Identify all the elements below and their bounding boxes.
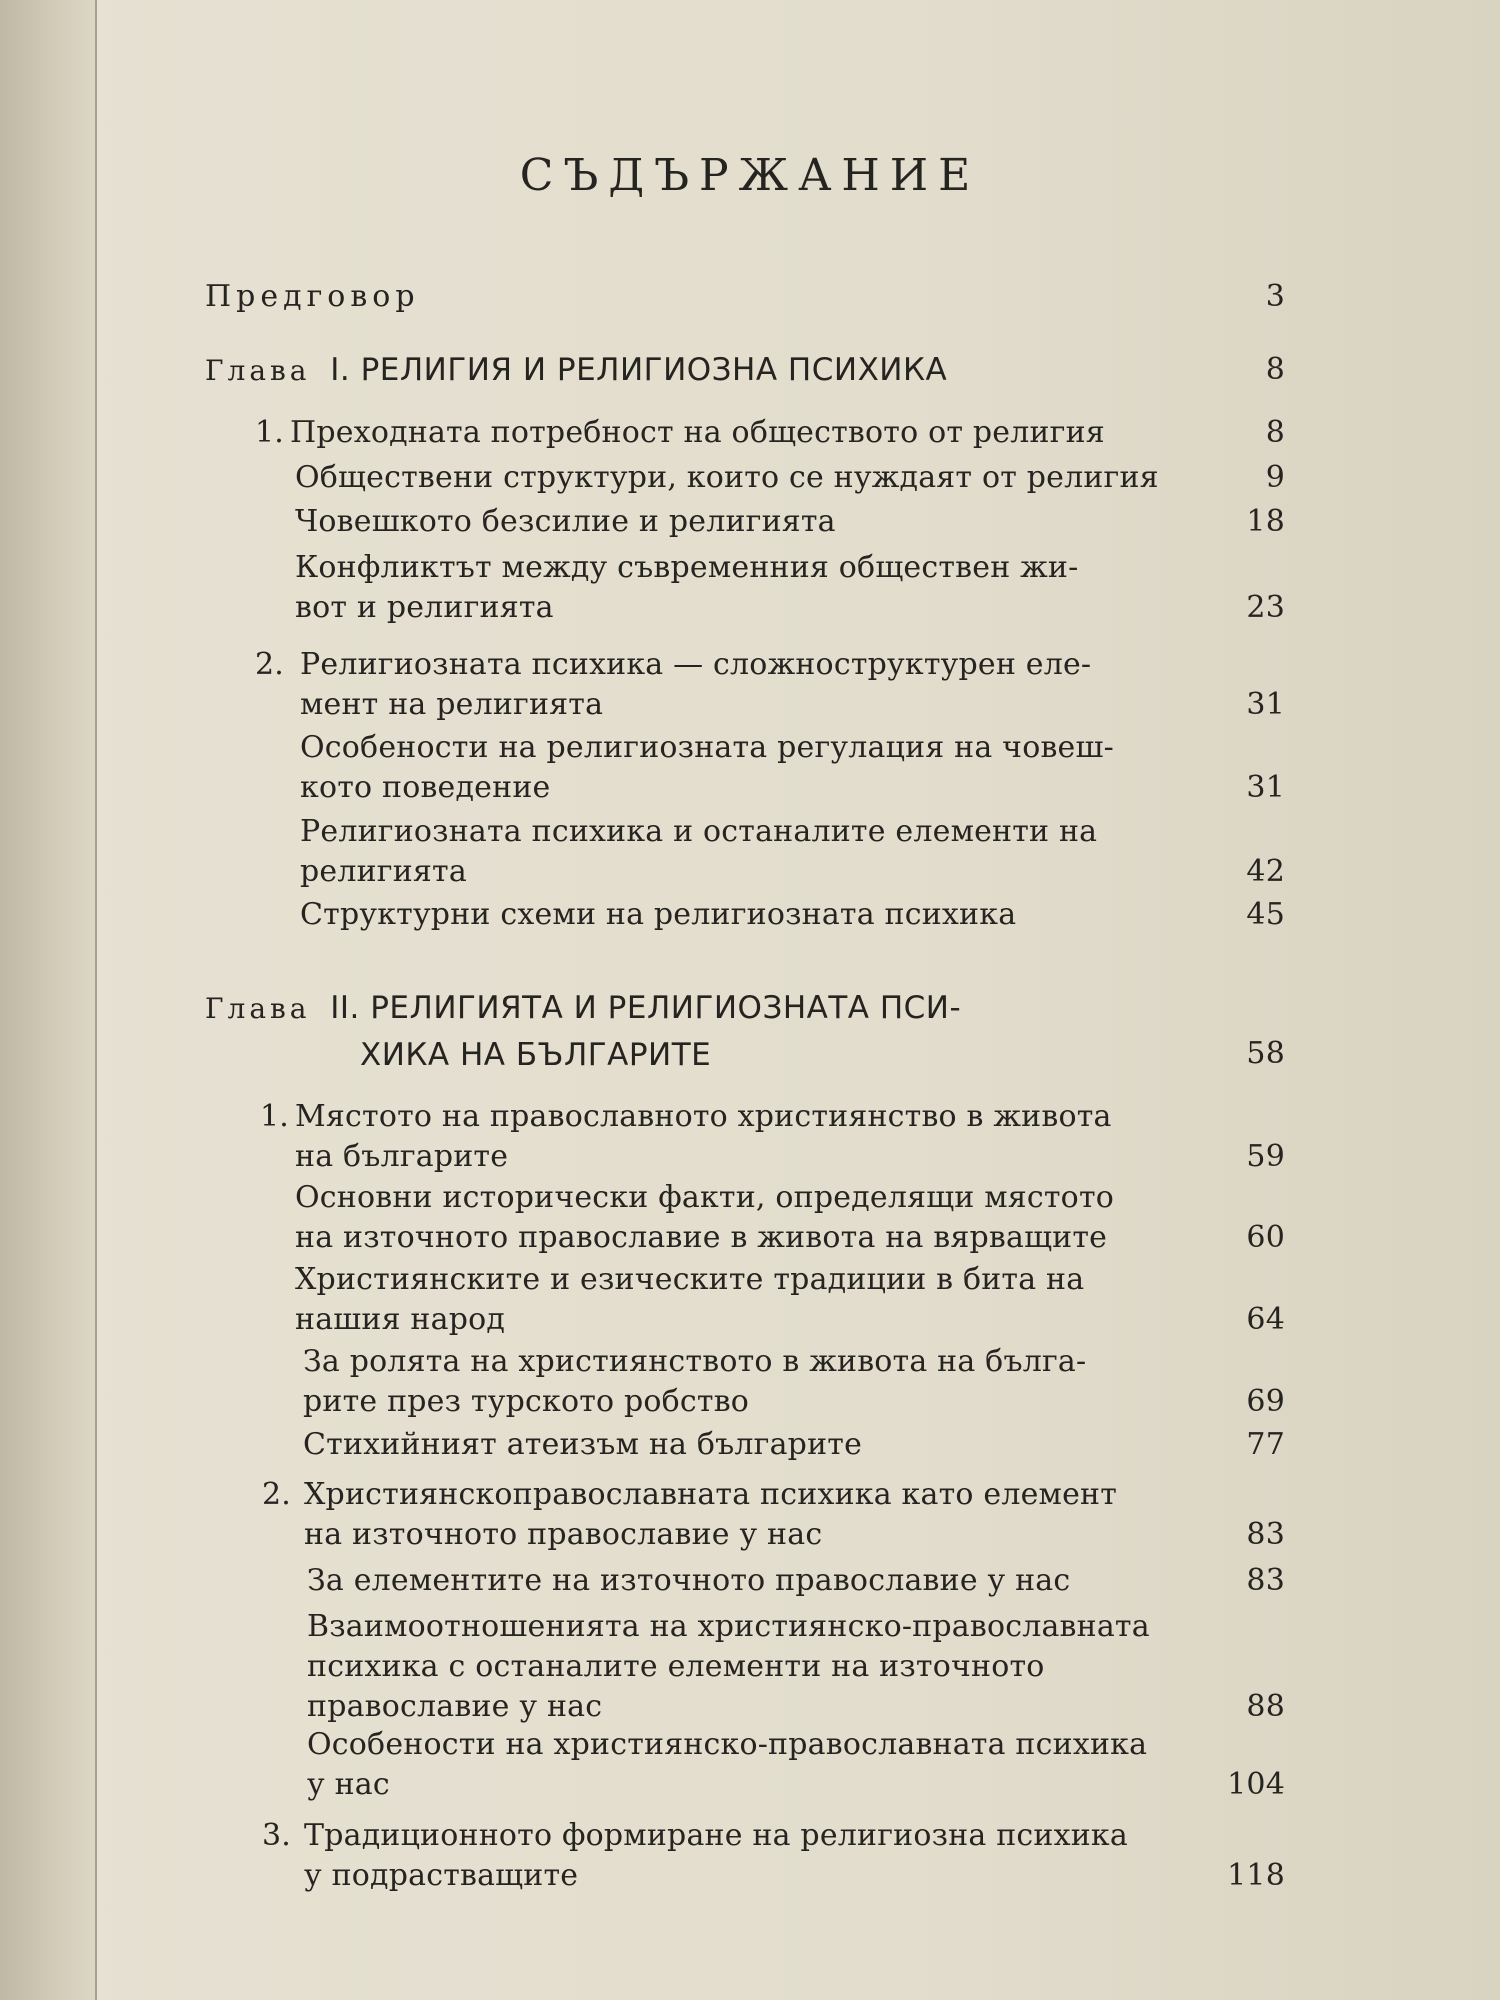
page-number: 69: [1246, 1384, 1285, 1419]
page-number: 31: [1246, 770, 1285, 805]
subsection-title-line: на източното православие в живота на вярващите: [295, 1220, 1108, 1255]
subsection-title: Структурни схеми на религиозната психика: [300, 897, 1017, 932]
page-number: 18: [1246, 504, 1285, 539]
page-number: 83: [1246, 1517, 1285, 1552]
page-number: 8: [1265, 352, 1285, 387]
page-number: 118: [1227, 1858, 1285, 1893]
subsection-title-line: психика с останалите елементи на източното: [307, 1649, 1045, 1684]
subsection-title: Човешкото безсилие и религията: [295, 504, 836, 539]
toc-subsection: [295, 548, 1285, 628]
page-number: 42: [1246, 854, 1285, 889]
subsection-title-line: Взаимоотношенията на християнско-православната: [307, 1609, 1150, 1644]
subsection-title-line: у нас: [307, 1767, 390, 1802]
page-number: 104: [1227, 1767, 1285, 1802]
toc-subsection: [307, 1561, 1285, 1601]
subsection-title-line: За ролята на християнството в живота на бълга-: [303, 1344, 1087, 1379]
toc-chapter-1: [205, 350, 1285, 391]
page-number: 88: [1246, 1689, 1285, 1724]
toc-section-2-3: [262, 1816, 1285, 1896]
toc-subsection: [303, 1425, 1285, 1465]
toc-subsection: [295, 502, 1285, 542]
section-title-line: Християнскоправославната психика като елемент: [304, 1477, 1118, 1512]
page-number: 83: [1246, 1563, 1285, 1598]
section-title-line: у подрастващите: [304, 1858, 579, 1893]
toc-subsection: [307, 1725, 1285, 1805]
page-number: 9: [1265, 460, 1285, 495]
subsection-title: За елементите на източното православие у нас: [307, 1563, 1071, 1598]
page-number: 60: [1246, 1220, 1285, 1255]
section-number: 3.: [262, 1818, 292, 1853]
page-number: 23: [1246, 590, 1285, 625]
section-number: 2.: [262, 1477, 292, 1512]
toc-subsection: [303, 1342, 1285, 1422]
toc-subsection: [295, 1178, 1285, 1258]
preface-label: Предговор: [205, 279, 420, 314]
section-title-line: Религиозната психика — сложноструктурен еле-: [300, 647, 1092, 682]
toc-subsection: [300, 895, 1285, 935]
toc-subsection: [300, 812, 1285, 892]
toc-section-2-2: [262, 1475, 1285, 1555]
toc-section-2-1: [260, 1097, 1285, 1177]
page-number: 31: [1246, 687, 1285, 722]
subsection-title-line: Основни исторически факти, определящи мястото: [295, 1180, 1114, 1215]
toc-subsection: [307, 1607, 1285, 1727]
subsection-title-line: Християнските и езическите традиции в бита на: [295, 1262, 1085, 1297]
toc-subsection: [295, 1260, 1285, 1340]
subsection-title-line: кото поведение: [300, 770, 551, 805]
page-number: 59: [1246, 1139, 1285, 1174]
section-number: 1.: [260, 1099, 290, 1134]
subsection-title-line: Особености на религиозната регулация на човеш-: [300, 730, 1114, 765]
page-number: 58: [1246, 1036, 1285, 1071]
page-number: 3: [1265, 279, 1285, 314]
toc-chapter-2: [205, 985, 1285, 1079]
subsection-title-line: православие у нас: [307, 1689, 603, 1724]
page-number: 45: [1246, 897, 1285, 932]
section-title-line: на българите: [295, 1139, 509, 1174]
subsection-title-line: нашия народ: [295, 1302, 506, 1337]
section-title-line: Мястото на православното християнство в живота: [295, 1099, 1112, 1134]
chapter-title-line: II. РЕЛИГИЯТА И РЕЛИГИОЗНАТА ПСИ-: [330, 990, 962, 1026]
section-title: Преходната потребност на обществото от религия: [290, 415, 1105, 450]
toc-subsection: [295, 458, 1285, 498]
section-title-line: мент на религията: [300, 687, 604, 722]
subsection-title: Стихийният атеизъм на българите: [303, 1427, 863, 1462]
page-number: 64: [1246, 1302, 1285, 1337]
toc-section-1-1: [255, 413, 1285, 453]
chapter-label: Глава: [205, 992, 311, 1025]
chapter-title-line: ХИКА НА БЪЛГАРИТЕ: [360, 1037, 712, 1073]
toc-subsection: [300, 728, 1285, 808]
subsection-title-line: Особености на християнско-православната психика: [307, 1727, 1148, 1762]
subsection-title-line: Религиозната психика и останалите елементи на: [300, 814, 1098, 849]
toc-entry-preface: [205, 277, 1285, 317]
page-title: СЪДЪРЖАНИЕ: [519, 150, 981, 201]
subsection-title-line: рите през турското робство: [303, 1384, 750, 1419]
page-number: 8: [1265, 415, 1285, 450]
chapter-label: Глава: [205, 354, 311, 387]
subsection-title: Обществени структури, които се нуждаят от религия: [295, 460, 1159, 495]
section-title-line: Традиционното формиране на религиозна психика: [304, 1818, 1128, 1853]
toc-section-1-2: [255, 645, 1285, 725]
section-number: 1.: [255, 415, 285, 450]
chapter-title: I. РЕЛИГИЯ И РЕЛИГИОЗНА ПСИХИКА: [330, 352, 948, 388]
section-number: 2.: [255, 647, 285, 682]
page-number: 77: [1246, 1427, 1285, 1462]
page-gutter: [0, 0, 97, 2000]
subsection-title-line: Конфликтът между съвременния обществен жи-: [295, 550, 1079, 585]
subsection-title-line: вот и религията: [295, 590, 554, 625]
subsection-title-line: религията: [300, 854, 467, 889]
section-title-line: на източното православие у нас: [304, 1517, 823, 1552]
